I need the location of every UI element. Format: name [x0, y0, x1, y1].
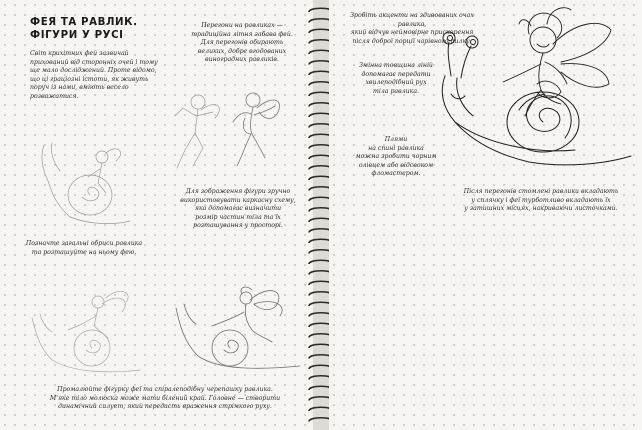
snail-outline-sketch: [30, 135, 140, 230]
fairy-snail-sketch-light: [22, 288, 152, 378]
spots-note: Плями на спині равлика можна зробити чорним олівцем або відсвоком фломастером.: [355, 136, 437, 178]
frame-note: Для зображення фігури зручно використовувати каркасну схему, яка допомагає визначити розмір частин тіла та їх розташування у просторі.: [180, 188, 296, 230]
final-fairy-snail-illustration: [425, 4, 640, 184]
step1-caption: Позначте загальні обриси равлика та розташуйте на ньому фею.: [25, 240, 143, 256]
intro-text: Світ крихітних фей зазвичай прихований від сторонніх очей і тому ще мало досліджений. Проте відомо, що ці граціозні істоти, як живуть поруч із нами, вміють весело розважатися.: [30, 50, 158, 100]
racing-note: Перегони на равликах — традиційна літня забава фей. Для перегонів обирають великих, добре вгодованих виноградних равликів.: [191, 22, 293, 64]
left-page: [0, 0, 313, 430]
fairy-snail-sketch-dark: [168, 282, 308, 377]
step2-caption: Промалюйте фігурку феї та спіралеподібну черепашку равлика. М'яке тіло молюска може мати білений край. Головне — створити динамічний силует, який передасть враження стрімкого руху.: [49, 386, 281, 411]
page-title: ФЕЯ ТА РАВЛИК. ФІГУРИ У РУСІ: [30, 17, 138, 41]
right-page: [329, 0, 642, 430]
closing-note: Після перегонів стомлені равлики вкладають у сплячку і феї турботливо вкладають їх у затишних місцях, накриваючи листочками.: [463, 188, 619, 213]
lines-note: Змінна товщина ліній допомагає передати хвилеподібний рух тіла равлика.: [359, 62, 433, 95]
accent-note: Зробіть акценти на здивованих очах равлика, який відчув неймовірне прискорення після доброї порції чарівного пилку.: [350, 12, 474, 45]
frame-fairy-sketch: [165, 88, 305, 183]
